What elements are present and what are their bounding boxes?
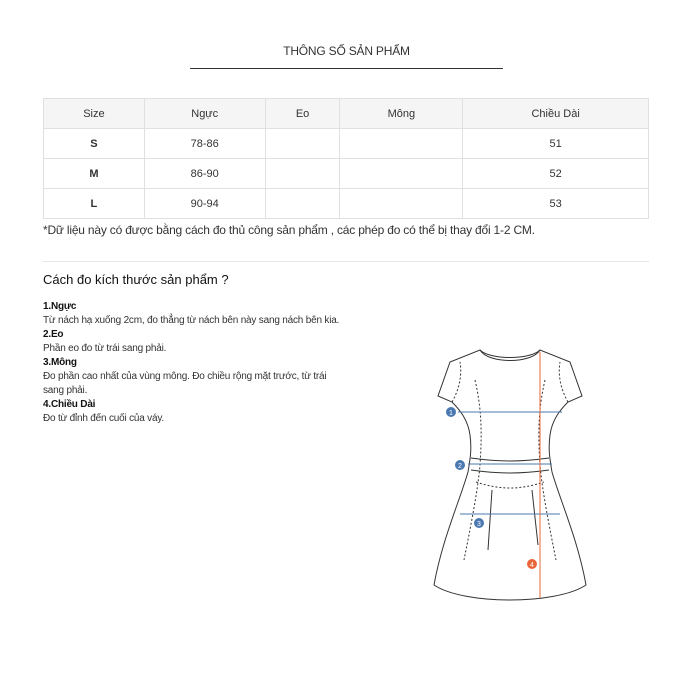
title-underline: [190, 68, 503, 69]
length-cell: 53: [463, 189, 649, 219]
marker-3-label: 3: [477, 521, 481, 528]
dress-outline: [434, 350, 586, 600]
hip-cell: [340, 129, 463, 159]
size-cell: L: [44, 189, 145, 219]
waist-band-bottom: [471, 470, 549, 473]
marker-4-label: 4: [530, 562, 534, 569]
size-cell: S: [44, 129, 145, 159]
right-sleeve-seam: [559, 362, 568, 402]
marker-2: [455, 460, 465, 470]
hip-cell: [340, 189, 463, 219]
guide-item-title-chest: 1.Ngực: [43, 301, 77, 312]
marker-1: [446, 407, 456, 417]
skirt-pleat-right: [532, 490, 538, 545]
col-header-hip: Mông: [340, 99, 463, 129]
waist-cell: [265, 159, 340, 189]
page-title: THÔNG SỐ SẢN PHẨM: [283, 44, 410, 58]
length-cell: 51: [463, 129, 649, 159]
chest-cell: 90-94: [144, 189, 265, 219]
guide-item-text-length: Đo từ đỉnh đến cuối của váy.: [43, 413, 164, 424]
section-divider: [43, 261, 649, 262]
howto-title: Cách đo kích thước sản phẩm ?: [43, 272, 229, 287]
marker-1-label: 1: [449, 410, 453, 417]
hip-cell: [340, 159, 463, 189]
left-sleeve-seam: [452, 362, 461, 402]
guide-item-title-length: 4.Chiều Dài: [43, 399, 96, 410]
skirt-pleat-left: [488, 490, 492, 550]
table-row: [44, 129, 649, 159]
waist-cell: [265, 129, 340, 159]
dress-diagram: [420, 340, 600, 610]
waist-cell: [265, 189, 340, 219]
measurement-note: *Dữ liệu này có được bằng cách đo thủ công sản phẩm , các phép đo có thể bị thay đổi 1-2 CM.: [43, 223, 535, 237]
size-cell: M: [44, 159, 145, 189]
col-header-length: Chiều Dài: [463, 99, 649, 129]
measurement-guide: [43, 300, 343, 426]
guide-item-title-hip: 3.Mông: [43, 357, 77, 368]
waist-band-top: [471, 458, 549, 461]
col-header-chest: Ngực: [144, 99, 265, 129]
table-header-row: [44, 99, 649, 129]
guide-item-text-chest: Từ nách hạ xuống 2cm, đo thẳng từ nách bên này sang nách bên kia.: [43, 315, 340, 326]
hip-curve: [476, 482, 544, 488]
chest-cell: 78-86: [144, 129, 265, 159]
col-header-size: Size: [44, 99, 145, 129]
neckline: [480, 350, 540, 358]
size-table: [43, 98, 649, 219]
marker-3: [474, 518, 484, 528]
table-row: [44, 189, 649, 219]
guide-item-text-hip: Đo phần cao nhất của vùng mông. Đo chiều rộng mặt trước, từ trái sang phải.: [43, 371, 327, 396]
chest-cell: 86-90: [144, 159, 265, 189]
marker-4: [527, 559, 537, 569]
guide-item-text-waist: Phần eo đo từ trái sang phải.: [43, 343, 167, 354]
guide-item-title-waist: 2.Eo: [43, 329, 64, 340]
marker-2-label: 2: [458, 463, 462, 470]
col-header-waist: Eo: [265, 99, 340, 129]
length-cell: 52: [463, 159, 649, 189]
table-row: [44, 159, 649, 189]
